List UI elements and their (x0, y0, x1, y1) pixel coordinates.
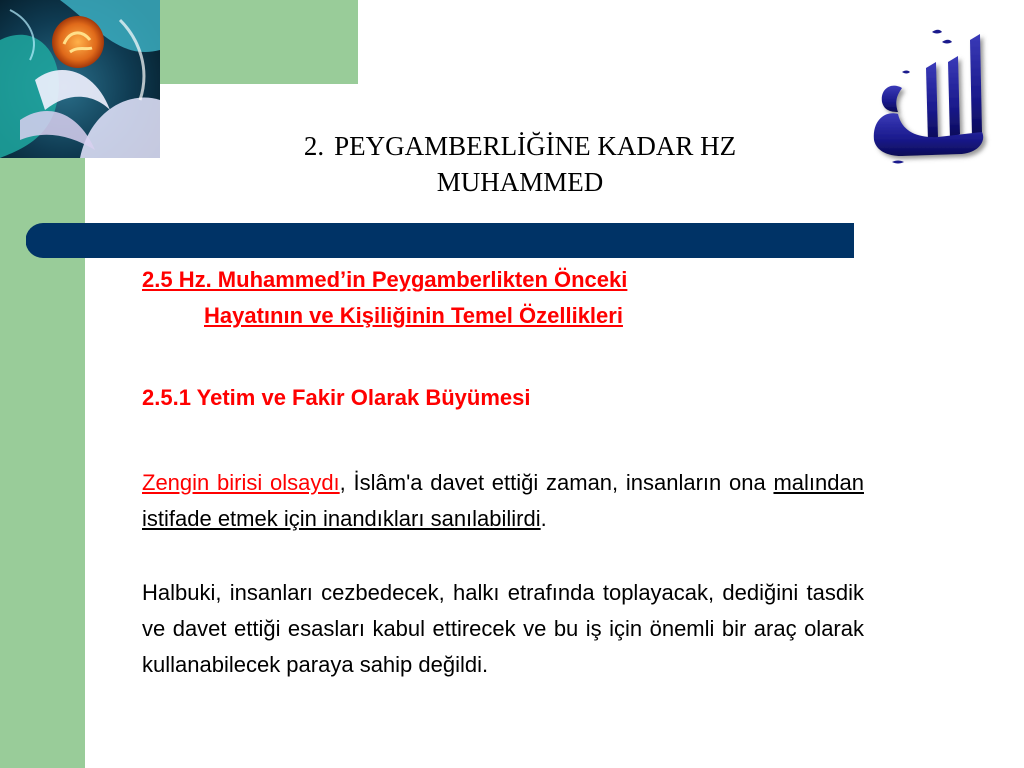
section-heading-line-1: 2.5 Hz. Muhammed’in Peygamberlikten Önceki (142, 267, 628, 292)
slide-title (200, 128, 840, 200)
paragraph-1-text-b: . (540, 506, 547, 531)
section-heading-line-2: Hayatının ve Kişiliğinin Temel Özellikleri (204, 303, 623, 328)
calligraphy-painting-icon (0, 0, 160, 158)
paragraph-1-text-a: , İslâm'a davet ettiği zaman, insanların ona (339, 470, 774, 495)
section-heading (142, 262, 864, 334)
paragraph-1-underlined: malından istifade etmek için inandıkları sanılabilirdi (142, 470, 864, 531)
title-line-1: PEYGAMBERLİĞİNE KADAR HZ (334, 131, 737, 161)
paragraph-2: Halbuki, insanları cezbedecek, halkı etrafında toplayacak, dediğini tasdik ve davet ettiği esasları kabul ettirecek ve bu iş için önemli bir araç olarak kullanabilecek paraya sahip değildi. (142, 580, 864, 677)
subsection-heading: 2.5.1 Yetim ve Fakir Olarak Büyümesi (142, 385, 531, 410)
title-divider-bar (26, 223, 854, 258)
slide-content (142, 262, 864, 683)
title-number: 2. (303, 131, 325, 161)
paragraph-1 (142, 465, 864, 537)
paragraph-1-link[interactable]: Zengin birisi olsaydı (142, 470, 340, 495)
title-line-2: MUHAMMED (436, 167, 604, 197)
allah-calligraphy-icon (862, 22, 1002, 167)
